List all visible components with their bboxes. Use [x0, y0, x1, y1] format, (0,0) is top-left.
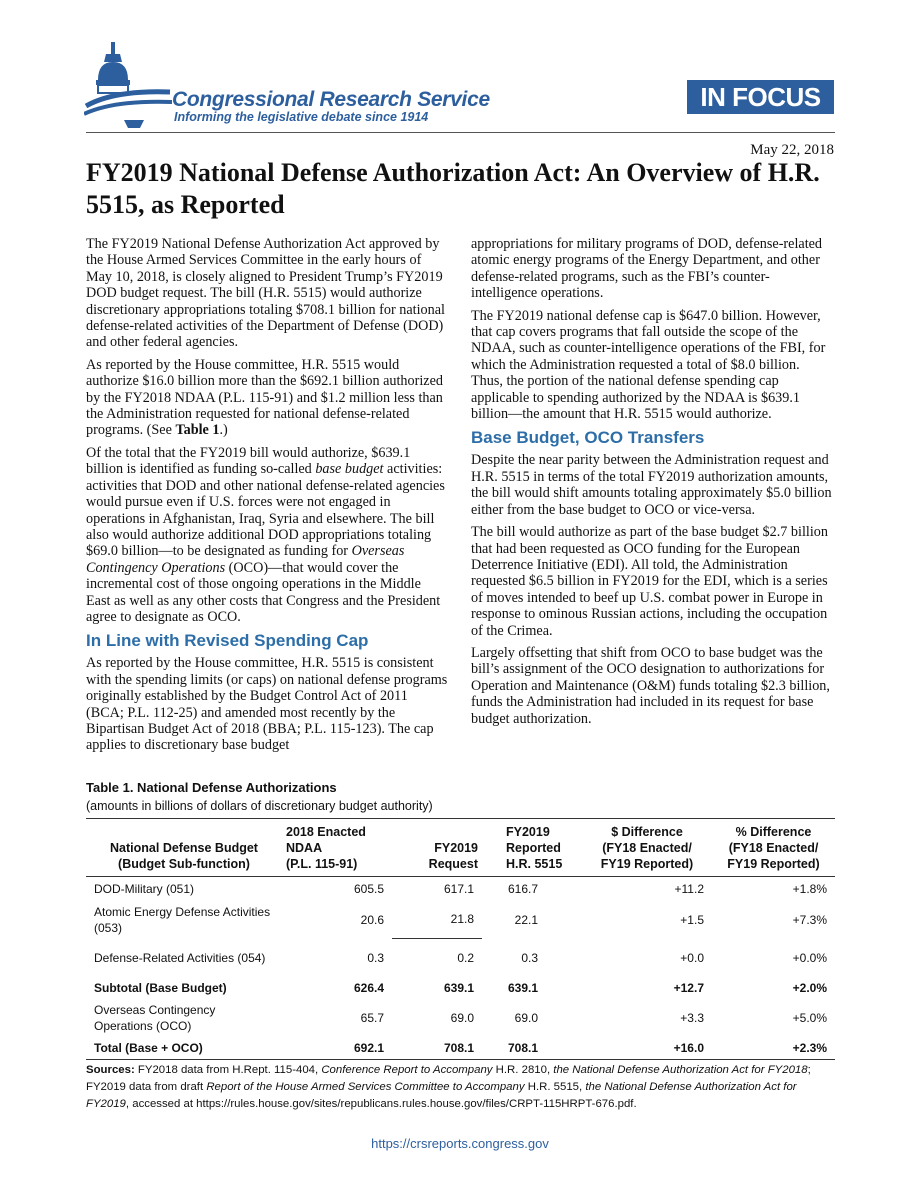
- footer-link[interactable]: https://crsreports.congress.gov: [371, 1136, 549, 1151]
- right-column: [471, 236, 833, 733]
- table-row: DOD-Military (051) 605.5 617.1 616.7 +11.2 +1.8%: [94, 881, 827, 896]
- defense-authorizations-table: [86, 822, 835, 1060]
- table-header-row: [86, 822, 835, 877]
- column-header: FY2019 Reported H.R. 5515: [506, 825, 563, 871]
- paragraph: As reported by the House committee, H.R. 5515 would authorize $16.0 billion more than the $692.1 billion authorized by the FY2018 NDAA (P.L. 115-91) and $1.2 million less than the Administration requested for national defense-related programs. (See Table 1.): [86, 356, 443, 439]
- column-header: FY2019 Request: [428, 841, 478, 871]
- org-name: Congressional Research Service: [172, 88, 490, 111]
- column-header: 2018 Enacted NDAA (P.L. 115-91): [286, 825, 366, 871]
- column-header: % Difference (FY18 Enacted/ FY19 Reported): [727, 825, 820, 871]
- capitol-dome-icon: [84, 40, 174, 128]
- paragraph: The FY2019 National Defense Authorization Act approved by the House Armed Services Committee in the early hours of May 10, 2018, is closely aligned to President Trump’s FY2019 DOD budget request. The bill (H.R. 5515) would authorize discretionary appropriations totaling $708.1 billion for national defense-related activities of the Department of Defense (DOD) and other federal agencies.: [86, 236, 445, 351]
- table-sources-note: Sources: FY2018 data from H.Rept. 115-404, Conference Report to Accompany H.R. 2810, the National Defense Authorization Act for FY2018; FY2019 data from draft Report of the House Armed Services Committee to Accompany H.R. 5515, the National Defense Authorization Act for FY2019, accessed at https://rules.house.gov/sites/republicans.rules.house.gov/files/CRPT-115HRPT-676.pdf.: [86, 1064, 811, 1110]
- table-row: Overseas Contingency Operations (OCO) 65.7 69.0 69.0 +3.3 +5.0%: [94, 1002, 827, 1033]
- paragraph: As reported by the House committee, H.R. 5515 is consistent with the spending limits (or caps) on national defense programs originally established by the Budget Control Act of 2011 (BCA; P.L. 112-25) and amended most recently by the Bipartisan Budget Act of 2018 (BBA; P.L. 115-123). The cap applies to discretionary base budget: [86, 655, 448, 754]
- table-rule: [86, 818, 835, 819]
- org-tagline: Informing the legislative debate since 1914: [174, 110, 429, 124]
- paragraph: The bill would authorize as part of the base budget $2.7 billion that had been requested as OCO funding for the European Deterrence Initiative (EDI). All told, the Administration requested $6.5 billion in FY2019 for the EDI, which is a series of moves intended to beef up U.S. combat power in Europe in response to ominous Russian actions, including the occupation of the Crimea.: [471, 524, 828, 639]
- paragraph: Of the total that the FY2019 bill would authorize, $639.1 billion is identified as funding so-called base budget activities: activities that DOD and other national defense-related agencies would pursue even if U.S. forces were not engaged in operations in Afghanistan, Iraq, Syria and elsewhere. The bill also would authorize additional DOD appropriations totaling $69.0 billion—to be designated as funding for Overseas Contingency Operations (OCO)—that would cover the incremental cost of those ongoing operations in the Middle East as well as any other costs that Congress and the President agree to designate as OCO.: [86, 444, 445, 625]
- section-heading: In Line with Revised Spending Cap: [86, 631, 369, 651]
- report-date: May 22, 2018: [750, 142, 834, 158]
- table-row: Atomic Energy Defense Activities (053) 20.6 21.8 22.1 +1.5 +7.3%: [86, 901, 835, 939]
- paragraph: Despite the near parity between the Administration request and H.R. 5515 in terms of the total FY2019 authorization amounts, the bill would shift amounts totaling approximately $5.0 billion either from the base budget to OCO or vice-versa.: [471, 452, 832, 518]
- left-column: [86, 236, 448, 760]
- paragraph: appropriations for military programs of DOD, defense-related atomic energy programs of the Energy Department, and other defense-related programs, such as the FBI’s counter-intelligence operations.: [471, 236, 823, 302]
- column-header: National Defense Budget (Budget Sub-function): [110, 841, 258, 871]
- table-subcaption: (amounts in billions of dollars of discretionary budget authority): [86, 799, 433, 813]
- table-row: Total (Base + OCO) 692.1 708.1 708.1 +16.0 +2.3%: [86, 1037, 835, 1060]
- paragraph: The FY2019 national defense cap is $647.0 billion. However, that cap covers programs that fall outside the scope of the NDAA, such as counter-intelligence operations of the FBI, for which the Administration requested a total of $8.0 billion. Thus, the portion of the national defense spending cap applicable to spending authorized by the NDAA is $639.1 billion—the amount that H.R. 5515 would authorize.: [471, 307, 826, 423]
- paragraph: Largely offsetting that shift from OCO to base budget was the bill’s assignment of the OCO designation to authorizations for Operation and Maintenance (O&M) funds totaling $2.3 billion, funds the Administration had included in its request for base budget authorization.: [471, 644, 830, 727]
- header-rule: [86, 132, 835, 133]
- table-caption: Table 1. National Defense Authorizations: [86, 780, 337, 795]
- column-header: $ Difference (FY18 Enacted/ FY19 Reported): [600, 825, 694, 871]
- table-row: Defense-Related Activities (054) 0.3 0.2 0.3 +0.0 +0.0%: [94, 950, 827, 965]
- table-row: Subtotal (Base Budget) 626.4 639.1 639.1 +12.7 +2.0%: [94, 980, 827, 995]
- in-focus-badge: IN FOCUS: [687, 80, 834, 114]
- table-reference: Table 1: [175, 422, 220, 439]
- page-title: FY2019 National Defense Authorization Act: An Overview of H.R. 5515, as Reported: [86, 158, 820, 219]
- section-heading: Base Budget, OCO Transfers: [471, 428, 705, 448]
